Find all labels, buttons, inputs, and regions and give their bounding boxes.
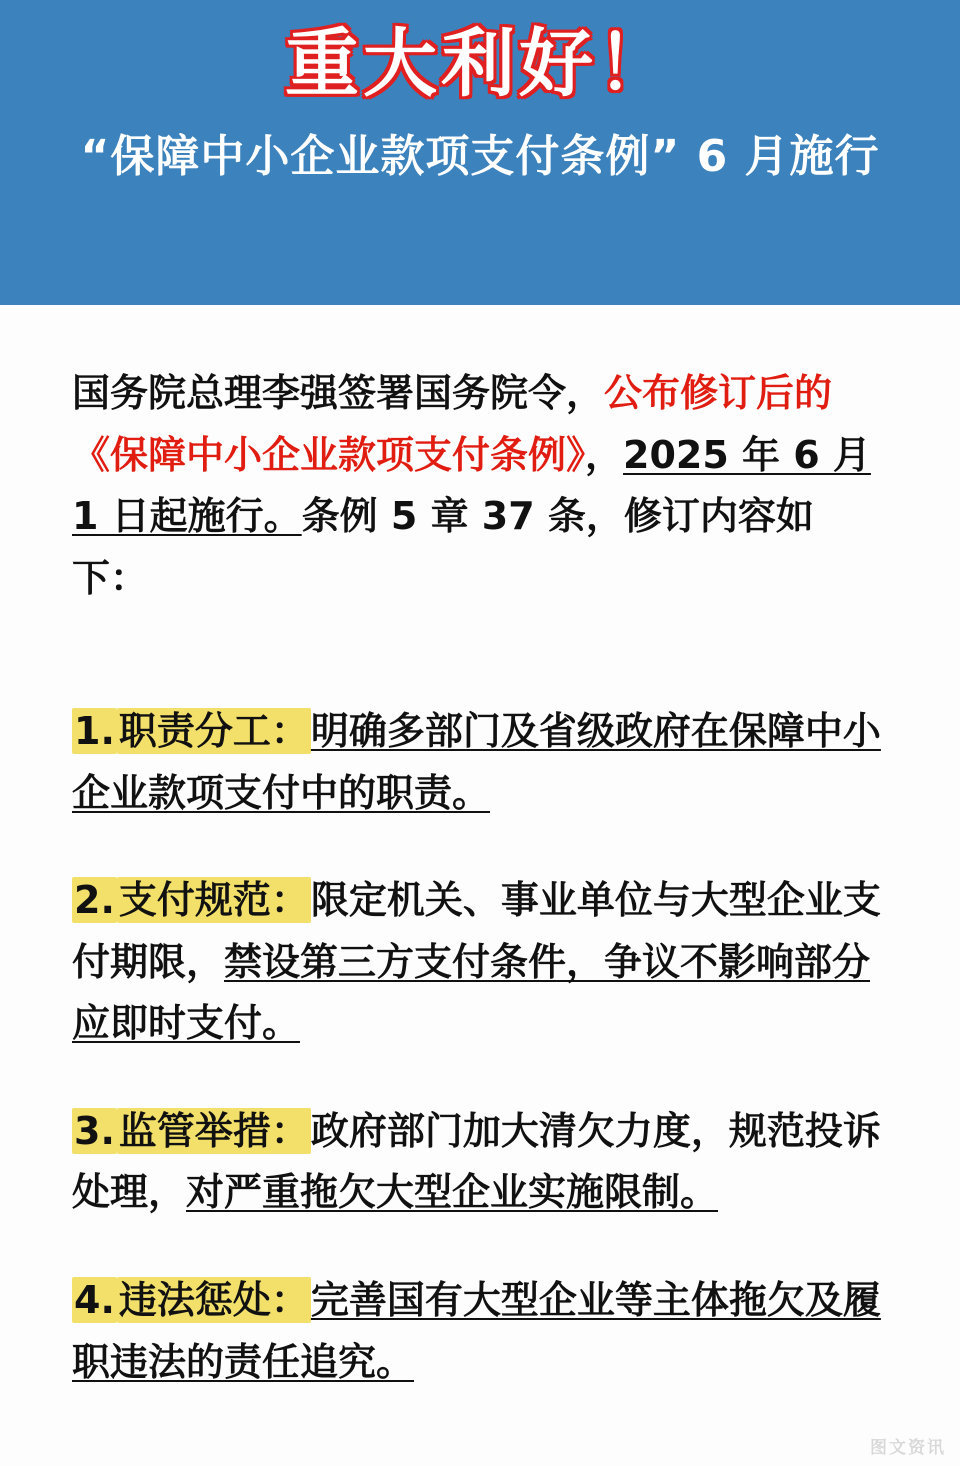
section-text-underlined: 禁设第三方支付条件，争议不影响部分应即时支付。 — [72, 939, 871, 1046]
section-number: 4. — [74, 1278, 115, 1323]
sections-list — [72, 701, 888, 1393]
section-text-plain: 政府部门加大清欠力度，规范投诉处理， — [72, 1108, 881, 1215]
header-banner — [0, 0, 960, 305]
section-4 — [72, 1270, 888, 1393]
intro-segment-4-underlined: 2025 年 6 月 1 日起施行。 — [72, 432, 871, 539]
section-text-underlined: 对严重拖欠大型企业实施限制。 — [186, 1170, 719, 1215]
watermark: 图文资讯 — [870, 1438, 946, 1458]
section-label: 支付规范： — [118, 878, 309, 923]
intro-segment-3: ， — [585, 432, 624, 477]
list-item — [72, 1101, 888, 1224]
intro-segment-5: 条例 5 章 37 条，修订内容如下： — [72, 494, 814, 600]
section-3 — [72, 1101, 888, 1224]
section-label: 监管举措： — [118, 1108, 309, 1153]
section-2 — [72, 870, 888, 1055]
banner-title: 重大利好！ — [285, 21, 675, 107]
list-item — [72, 870, 888, 1055]
section-number: 2. — [74, 878, 115, 923]
section-1 — [72, 701, 888, 824]
banner-subtitle: “保障中小企业款项支付条例” 6 月施行 — [80, 130, 880, 182]
section-text-underlined: 明确多部门及省级政府在保障中小企业款项支付中的职责。 — [72, 709, 881, 815]
section-number: 1. — [74, 709, 115, 754]
intro-segment-2-highlight: 公布修订后的《保障中小企业款项支付条例》 — [72, 371, 833, 477]
list-item — [72, 701, 888, 824]
intro-segment-1: 国务院总理李强签署国务院令， — [72, 371, 605, 415]
section-text-plain: 限定机关、事业单位与大型企业支付期限， — [72, 878, 881, 984]
section-text-underlined: 完善国有大型企业等主体拖欠及履职违法的责任追究。 — [72, 1278, 881, 1384]
section-number: 3. — [74, 1108, 115, 1153]
article-content — [0, 305, 960, 1393]
list-item — [72, 1270, 888, 1393]
section-label: 职责分工： — [118, 709, 309, 754]
section-label: 违法惩处： — [118, 1278, 309, 1323]
intro-paragraph — [72, 363, 888, 609]
